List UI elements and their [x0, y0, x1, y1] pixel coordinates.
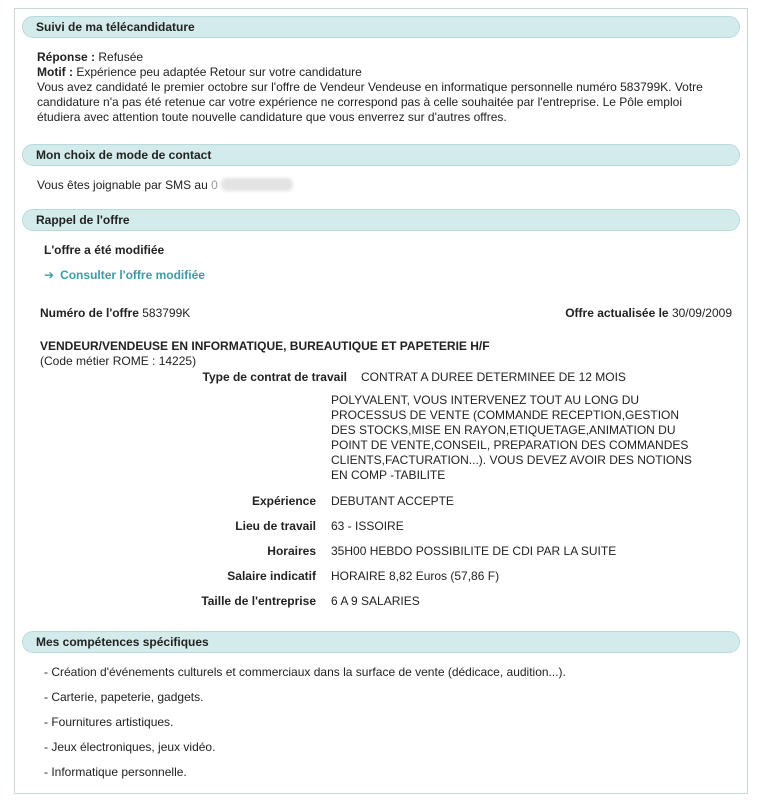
contact-line	[37, 178, 293, 193]
lieu-label: Lieu de travail	[235, 519, 316, 533]
competence-item: - Informatique personnelle.	[44, 765, 187, 779]
section-header-offre: Rappel de l'offre	[22, 209, 740, 231]
horaires-value: 35H00 HEBDO POSSIBILITE DE CDI PAR LA SUITE	[331, 544, 617, 558]
competence-item: - Jeux électroniques, jeux vidéo.	[44, 740, 216, 754]
description-line: DES STOCKS,MISE EN RAYON,ETIQUETAGE,ANIMATION DU	[331, 423, 676, 437]
competence-item: - Création d'événements culturels et commerciaux dans la surface de vente (dédicace, audition...).	[44, 665, 566, 679]
message-line: Vous avez candidaté le premier octobre sur l'offre de Vendeur Vendeuse en informatique personnelle numéro 583799K. Votre	[37, 80, 703, 94]
motif-line	[37, 65, 362, 80]
code-rome: (Code métier ROME : 14225)	[40, 354, 197, 368]
numero-value: 583799K	[142, 306, 191, 320]
offer-description	[331, 393, 701, 483]
salaire-label: Salaire indicatif	[227, 569, 316, 583]
horaires-label: Horaires	[267, 544, 316, 558]
reponse-line	[37, 50, 143, 65]
modified-notice: L'offre a été modifiée	[44, 243, 165, 257]
message-line: candidature n'a pas été retenue car votre expérience ne correspond pas à celle souhaitée par l'entreprise. Le Pôle emploi	[37, 95, 682, 109]
message-line: étudiera avec attention toute nouvelle candidature que vous enverrez sur d'autres offres.	[37, 110, 507, 124]
salaire-value: HORAIRE 8,82 Euros (57,86 F)	[331, 569, 500, 583]
motif-value: Expérience peu adaptée Retour sur votre candidature	[76, 65, 362, 79]
reponse-label: Réponse :	[37, 50, 96, 64]
contrat-value: CONTRAT A DUREE DETERMINEE DE 12 MOIS	[361, 370, 626, 384]
experience-label: Expérience	[251, 494, 316, 508]
reponse-value: Refusée	[98, 50, 144, 64]
candidature-message	[37, 80, 727, 125]
taille-label: Taille de l'entreprise	[201, 594, 316, 608]
redacted-phone	[221, 178, 293, 191]
description-line: CLIENTS,FACTURATION...). VOUS DEVEZ AVOIR DES NOTIONS	[331, 453, 692, 467]
arrow-right-icon: ➔	[44, 268, 55, 282]
taille-value: 6 A 9 SALARIES	[331, 594, 420, 608]
section-header-contact: Mon choix de mode de contact	[22, 144, 740, 166]
section-header-competences: Mes compétences spécifiques	[22, 631, 740, 653]
experience-value: DEBUTANT ACCEPTE	[331, 494, 454, 508]
description-line: POINT DE VENTE,CONSEIL, PREPARATION DES COMMANDES	[331, 438, 689, 452]
motif-label: Motif :	[37, 65, 73, 79]
offer-number	[40, 306, 190, 321]
actualisee-label: Offre actualisée le	[565, 306, 669, 320]
numero-label: Numéro de l'offre	[40, 306, 139, 320]
lieu-value: 63 - ISSOIRE	[331, 519, 404, 533]
actualisee-value: 30/09/2009	[671, 306, 732, 320]
section-header-suivi: Suivi de ma télécandidature	[22, 16, 740, 38]
description-line: EN COMP -TABILITE	[331, 468, 446, 482]
contrat-label: Type de contrat de travail	[202, 370, 347, 384]
phone-prefix: 0	[211, 178, 218, 192]
competence-item: - Fournitures artistiques.	[44, 715, 174, 729]
competence-item: - Carterie, papeterie, gadgets.	[44, 690, 204, 704]
consult-link-label: Consulter l'offre modifiée	[60, 268, 205, 282]
offer-updated	[565, 306, 732, 321]
contact-text: Vous êtes joignable par SMS au	[37, 178, 208, 192]
description-line: PROCESSUS DE VENTE (COMMANDE RECEPTION,GESTION	[331, 408, 680, 422]
consult-offer-link[interactable]	[44, 268, 205, 283]
description-line: POLYVALENT, VOUS INTERVENEZ TOUT AU LONG DU	[331, 393, 640, 407]
job-title: VENDEUR/VENDEUSE EN INFORMATIQUE, BUREAUTIQUE ET PAPETERIE H/F	[40, 339, 490, 353]
